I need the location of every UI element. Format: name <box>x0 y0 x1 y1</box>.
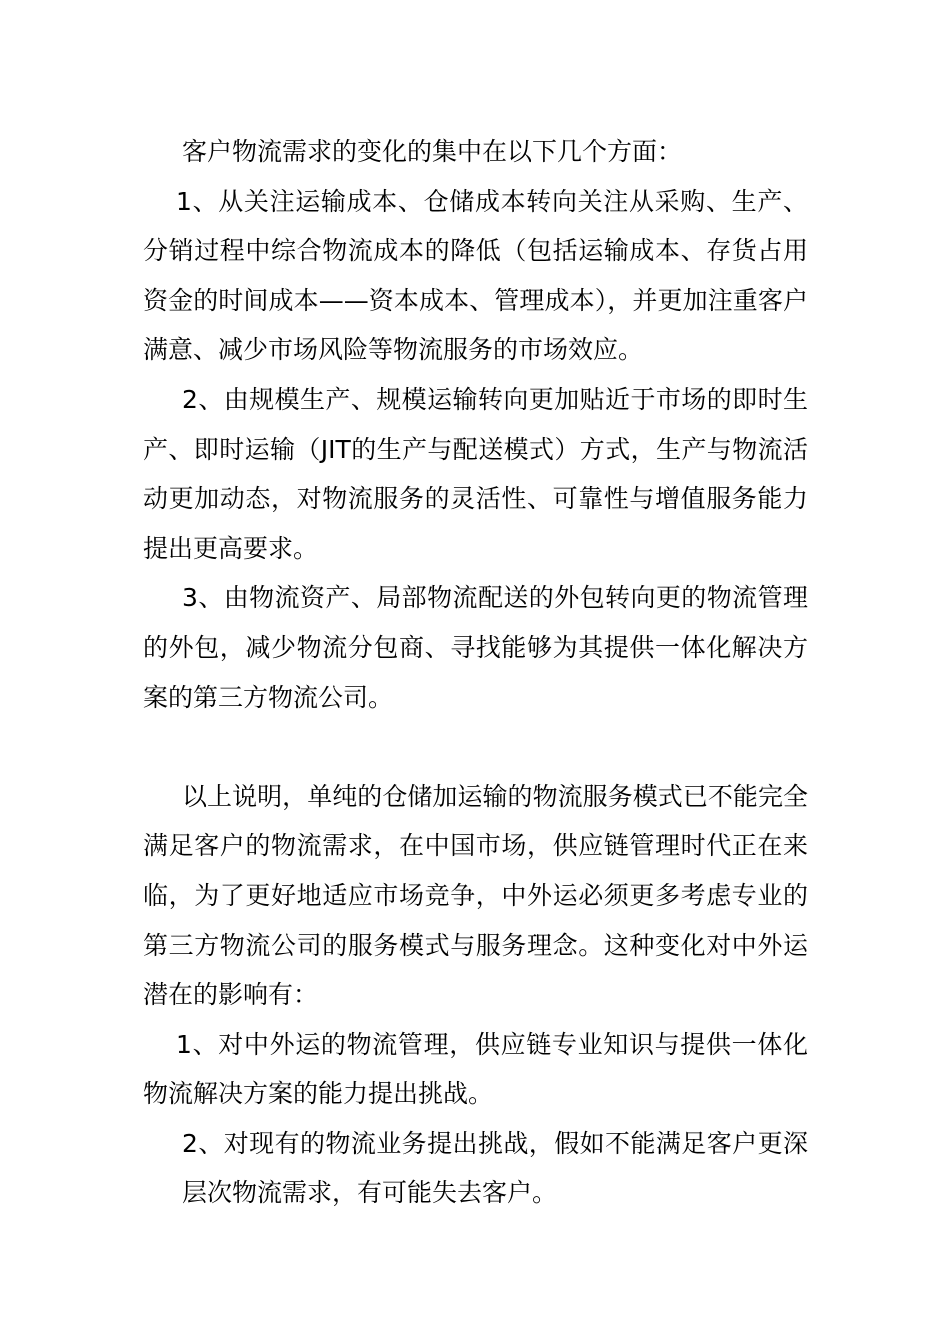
impact-item-1: 1、对中外运的物流管理，供应链专业知识与提供一体化物流解决方案的能力提出挑战。 <box>143 1029 808 1109</box>
change-item-3: 3、由物流资产、局部物流配送的外包转向更的物流管理的外包，减少物流分包商、寻找能够为其提供一体化解决方案的第三方物流公司。 <box>143 583 808 712</box>
summary-paragraph: 以上说明，单纯的仓储加运输的物流服务模式已不能完全满足客户的物流需求，在中国市场，供应链管理时代正在来临，为了更好地适应市场竞争，中外运必须更多考虑专业的第三方物流公司的服务模式与服务理念。这种变化对中外运潜在的影响有： <box>143 781 808 1010</box>
change-item-1: 1、从关注运输成本、仓储成本转向关注从采购、生产、分销过程中综合物流成本的降低（包括运输成本、存货占用资金的时间成本——资本成本、管理成本），并更加注重客户满意、减少市场风险等物流服务的市场效应。 <box>143 186 808 365</box>
impact-item-2: 2、对现有的物流业务提出挑战，假如不能满足客户更深层次物流需求，有可能失去客户。 <box>182 1128 808 1208</box>
change-item-2: 2、由规模生产、规模运输转向更加贴近于市场的即时生产、即时运输（JIT的生产与配送模式）方式，生产与物流活动更加动态，对物流服务的灵活性、可靠性与增值服务能力提出更高要求。 <box>143 384 808 563</box>
document-body <box>143 127 808 1218</box>
intro-paragraph: 客户物流需求的变化的集中在以下几个方面： <box>182 137 683 166</box>
paragraph-gap <box>143 722 808 772</box>
